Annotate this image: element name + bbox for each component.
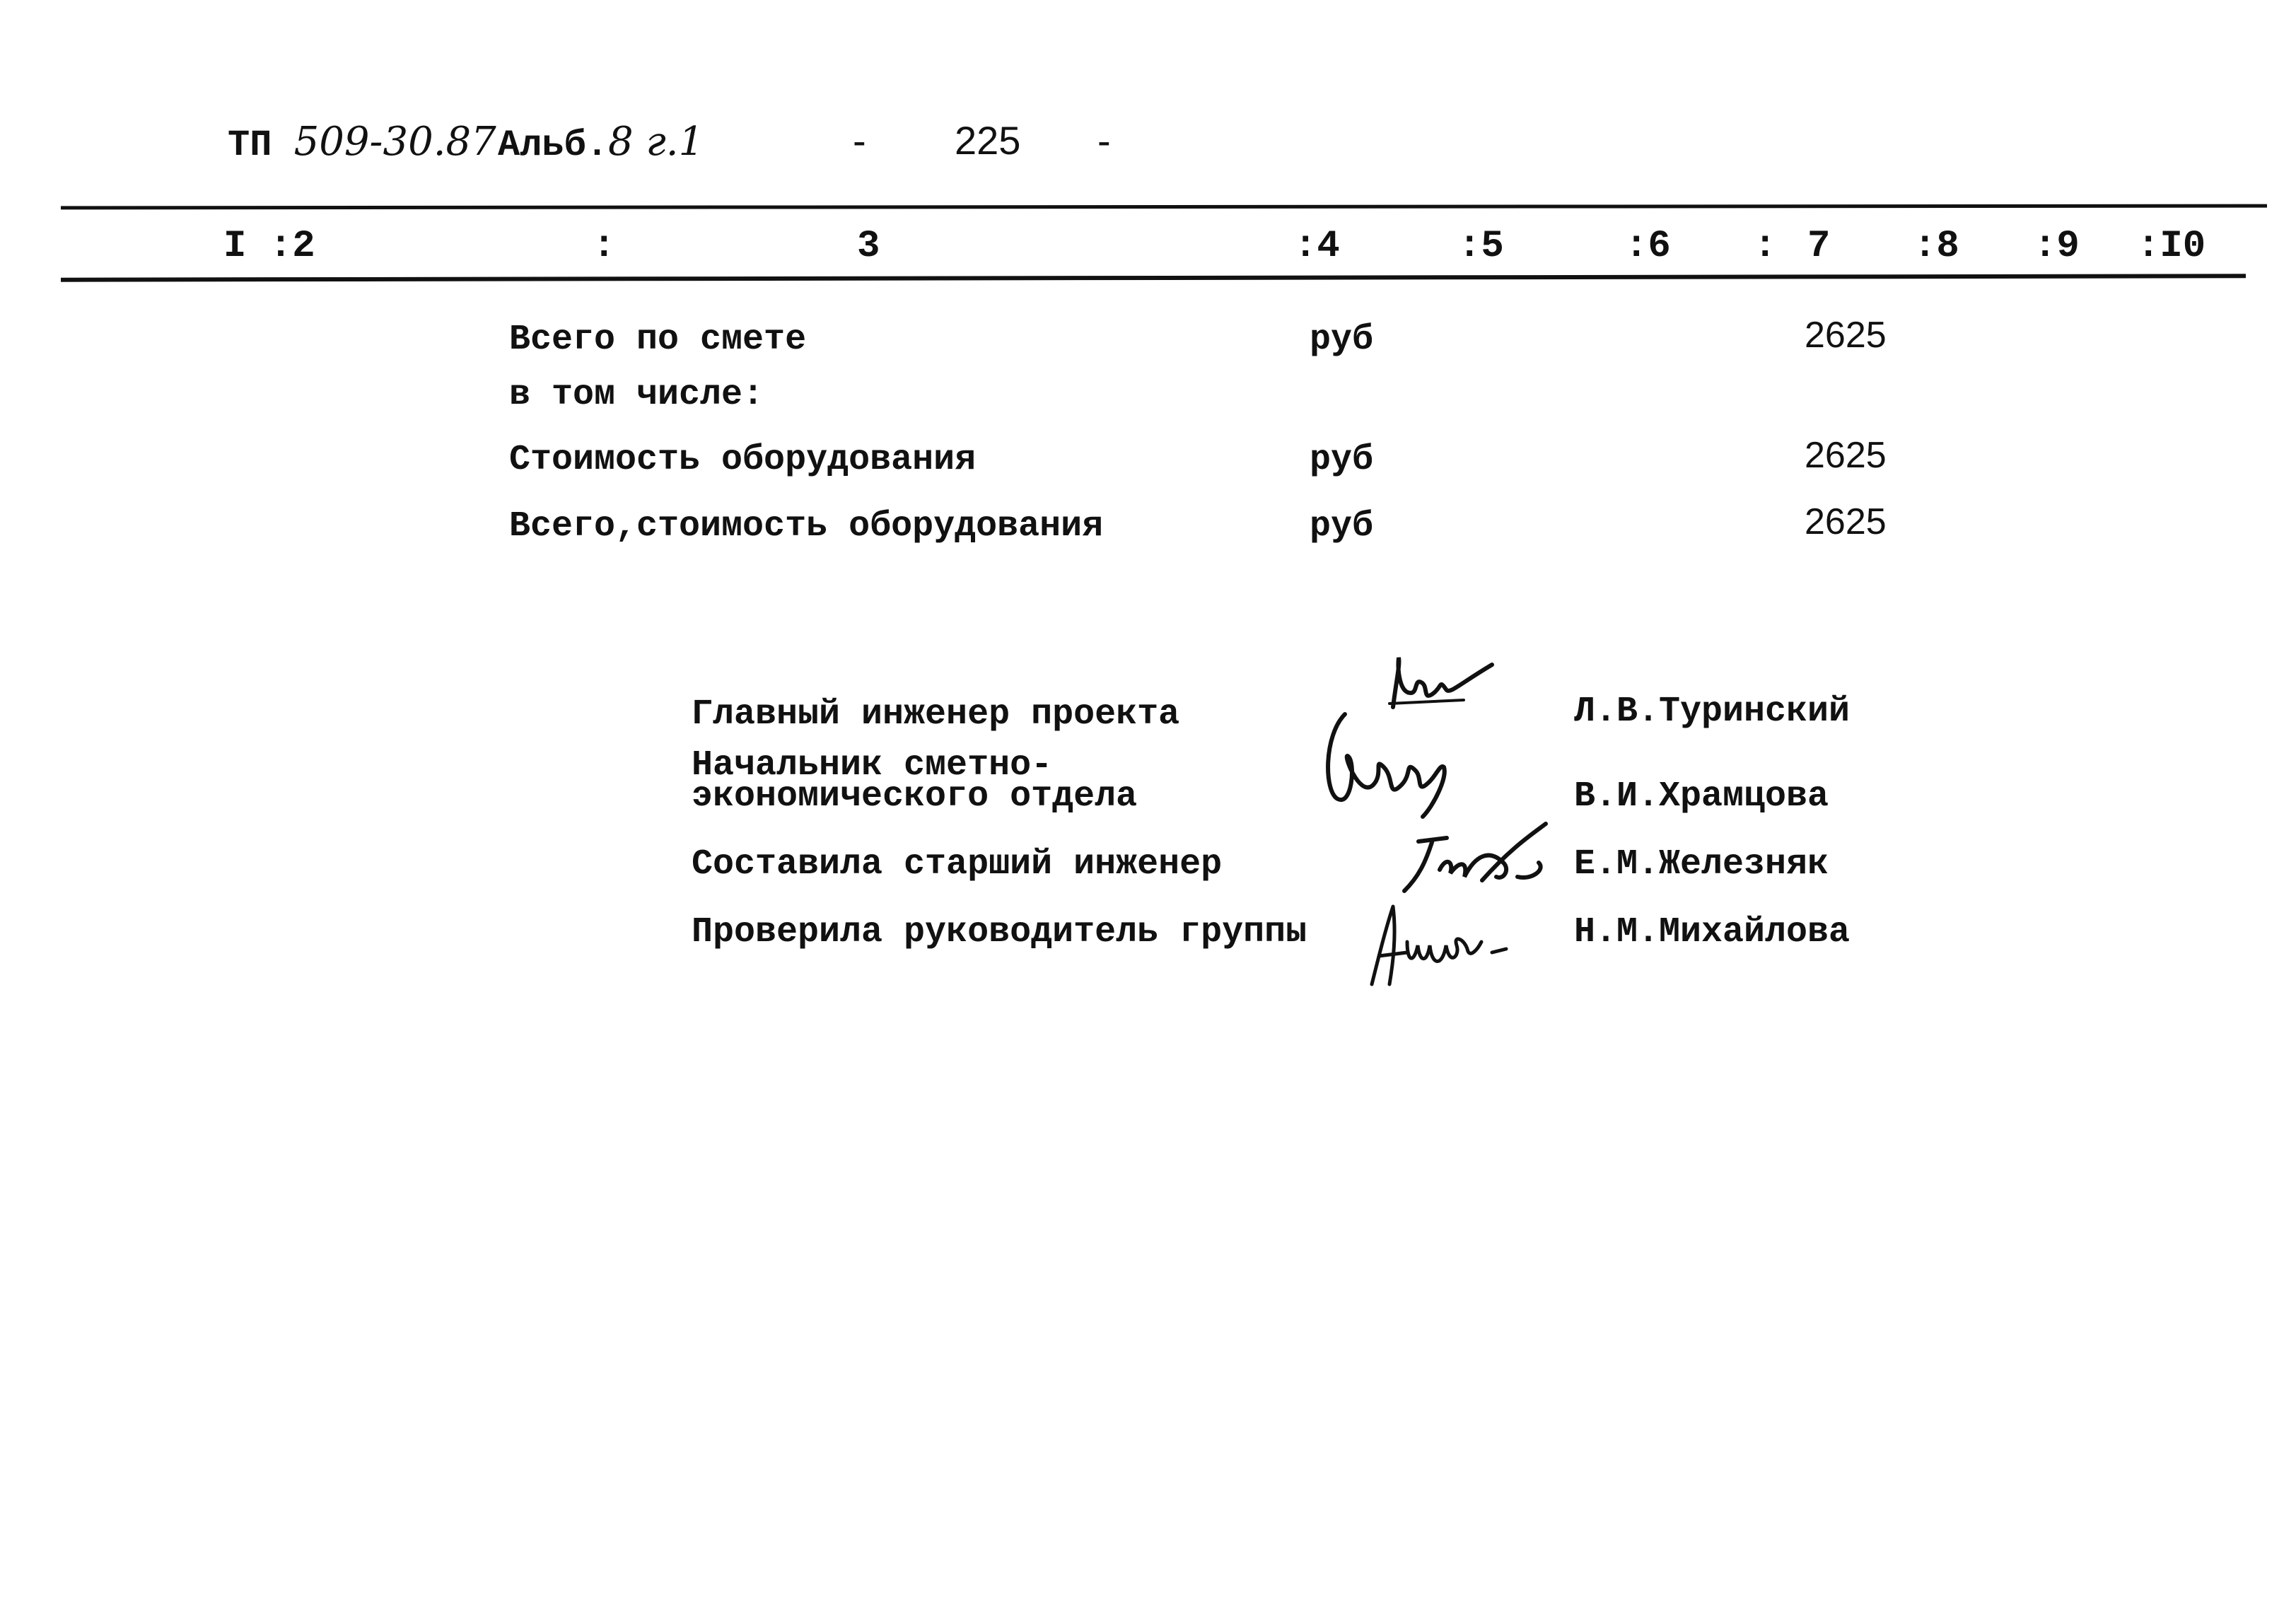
sig-title-chief-engineer: Главный инженер проекта: [692, 694, 1180, 735]
page-dash-left: -: [853, 118, 866, 163]
row-equipment-label: Стоимость оборудования: [509, 440, 977, 480]
sig-title-group-leader: Проверила руководитель группы: [692, 912, 1307, 952]
sig-name-head-dept: В.И.Храмцова: [1574, 776, 1829, 817]
sig-name-senior-engineer: Е.М.Железняк: [1574, 844, 1829, 885]
series-number: 509-30.87: [293, 119, 496, 165]
col-3: 3: [857, 225, 880, 268]
row-equipment-unit: руб: [1310, 440, 1374, 480]
series-prefix: ТП: [228, 124, 272, 166]
sig-name-group-leader: Н.М.Михайлова: [1574, 912, 1851, 952]
row-total-label: Всего по смете: [509, 320, 807, 360]
row-equipment-value: 2625: [1805, 435, 1887, 476]
signature-group-leader: [1365, 899, 1520, 995]
album-ref: [498, 119, 704, 166]
sig-name-chief-engineer: Л.В.Туринский: [1574, 692, 1851, 732]
col-8: :8: [1913, 225, 1959, 268]
row-total-equipment-value: 2625: [1805, 501, 1887, 542]
row-total-unit: руб: [1310, 320, 1374, 360]
row-total-equipment-label: Всего,стоимость оборудования: [509, 506, 1104, 547]
col-7-sep: :: [1754, 225, 1777, 268]
col-7: 7: [1807, 225, 1831, 268]
row-including-label: в том числе:: [509, 375, 764, 415]
signature-senior-engineer: [1397, 820, 1560, 902]
sig-title-senior-engineer: Составила старший инженер: [692, 844, 1223, 885]
sig-title-head-dept-line1: Начальник сметно-: [692, 745, 1053, 786]
col-10: :I0: [2137, 225, 2206, 268]
signature-head-dept: [1317, 700, 1458, 824]
album-label: Альб.: [498, 124, 609, 166]
row-total-value: 2625: [1805, 315, 1887, 356]
row-total-equipment-unit: руб: [1310, 506, 1374, 547]
album-number: 8 г.1: [608, 119, 704, 165]
col-5: :5: [1458, 225, 1504, 268]
col-4: :4: [1294, 225, 1340, 268]
document-header: [228, 119, 496, 166]
col-1-2: I :2: [223, 225, 315, 268]
col-sep: :: [593, 225, 616, 268]
bottom-rule: [61, 274, 2246, 281]
col-9: :9: [2034, 225, 2080, 268]
page-dash-right: -: [1097, 118, 1111, 163]
sig-title-head-dept-line2: экономического отдела: [692, 776, 1138, 817]
page-number: 225: [955, 118, 1021, 163]
col-6: :6: [1625, 225, 1671, 268]
top-rule: [61, 204, 2267, 210]
